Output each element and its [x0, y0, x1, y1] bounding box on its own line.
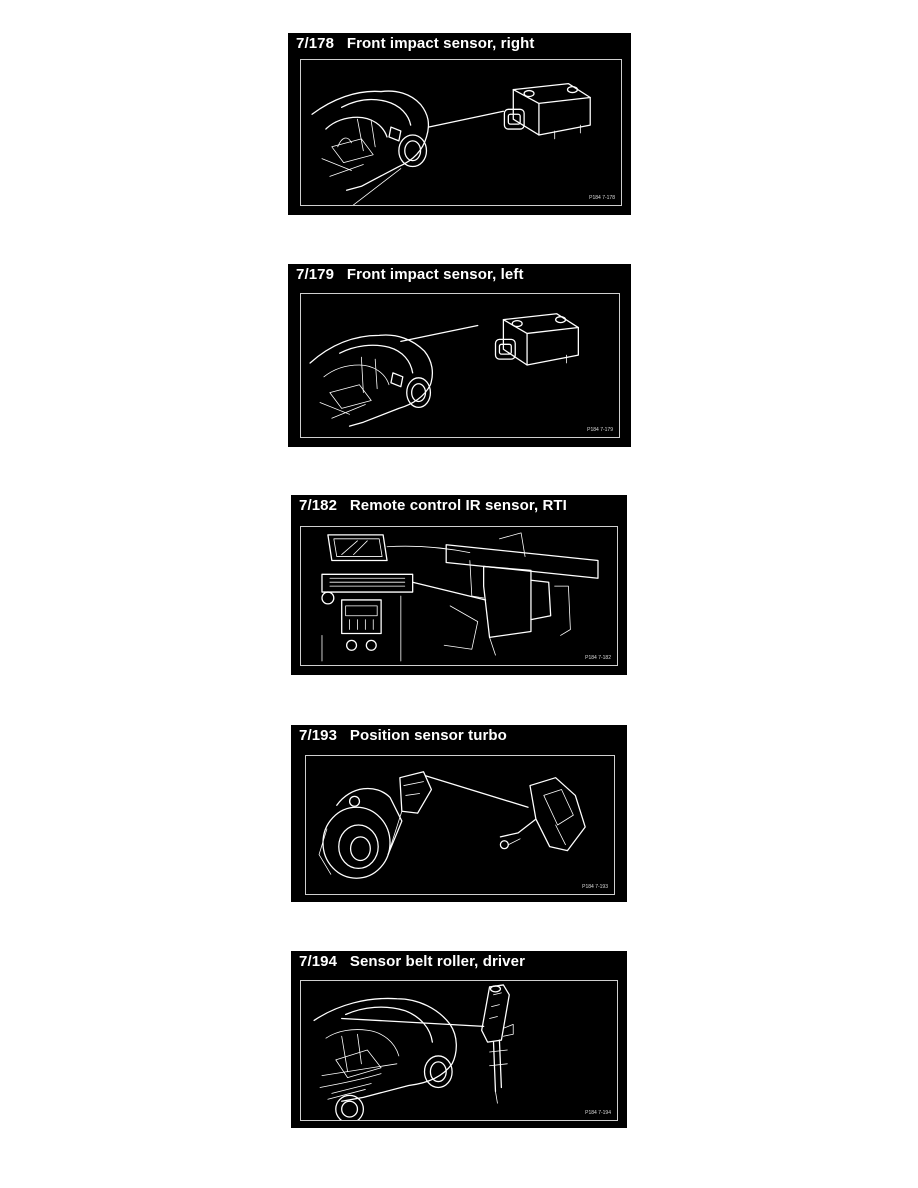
- figure-code: P184 7-182: [585, 655, 611, 661]
- figure-code: P184 7-178: [589, 195, 615, 201]
- figure-code: P184 7-179: [587, 427, 613, 433]
- figure-panel-position-sensor-turbo: [291, 725, 627, 902]
- figure-panel-remote-control-ir-sensor: [291, 495, 627, 675]
- figure-code: P184 7-193: [582, 884, 608, 890]
- figure-title: 7/179 Front impact sensor, left: [296, 266, 524, 283]
- figure-panel-sensor-belt-roller: [291, 951, 627, 1128]
- figure-panel-front-impact-sensor-right: [288, 33, 631, 215]
- figure-title: 7/194 Sensor belt roller, driver: [299, 953, 526, 970]
- figure-frame: [305, 755, 615, 895]
- car-front-impact-sensor-illustration: [301, 60, 621, 205]
- car-belt-roller-sensor-illustration: [301, 981, 617, 1120]
- figure-frame: [300, 59, 622, 206]
- figure-title: 7/182 Remote control IR sensor, RTI: [299, 497, 567, 514]
- figure-title: 7/178 Front impact sensor, right: [296, 35, 535, 52]
- dashboard-ir-sensor-illustration: [301, 527, 617, 665]
- car-front-impact-sensor-illustration: [301, 294, 619, 437]
- figure-title: 7/193 Position sensor turbo: [299, 727, 507, 744]
- figure-frame: [300, 526, 618, 666]
- figure-frame: [300, 980, 618, 1121]
- figure-frame: [300, 293, 620, 438]
- figure-panel-front-impact-sensor-left: [288, 264, 631, 447]
- turbo-position-sensor-illustration: [306, 756, 614, 894]
- figure-code: P184 7-194: [585, 1110, 611, 1116]
